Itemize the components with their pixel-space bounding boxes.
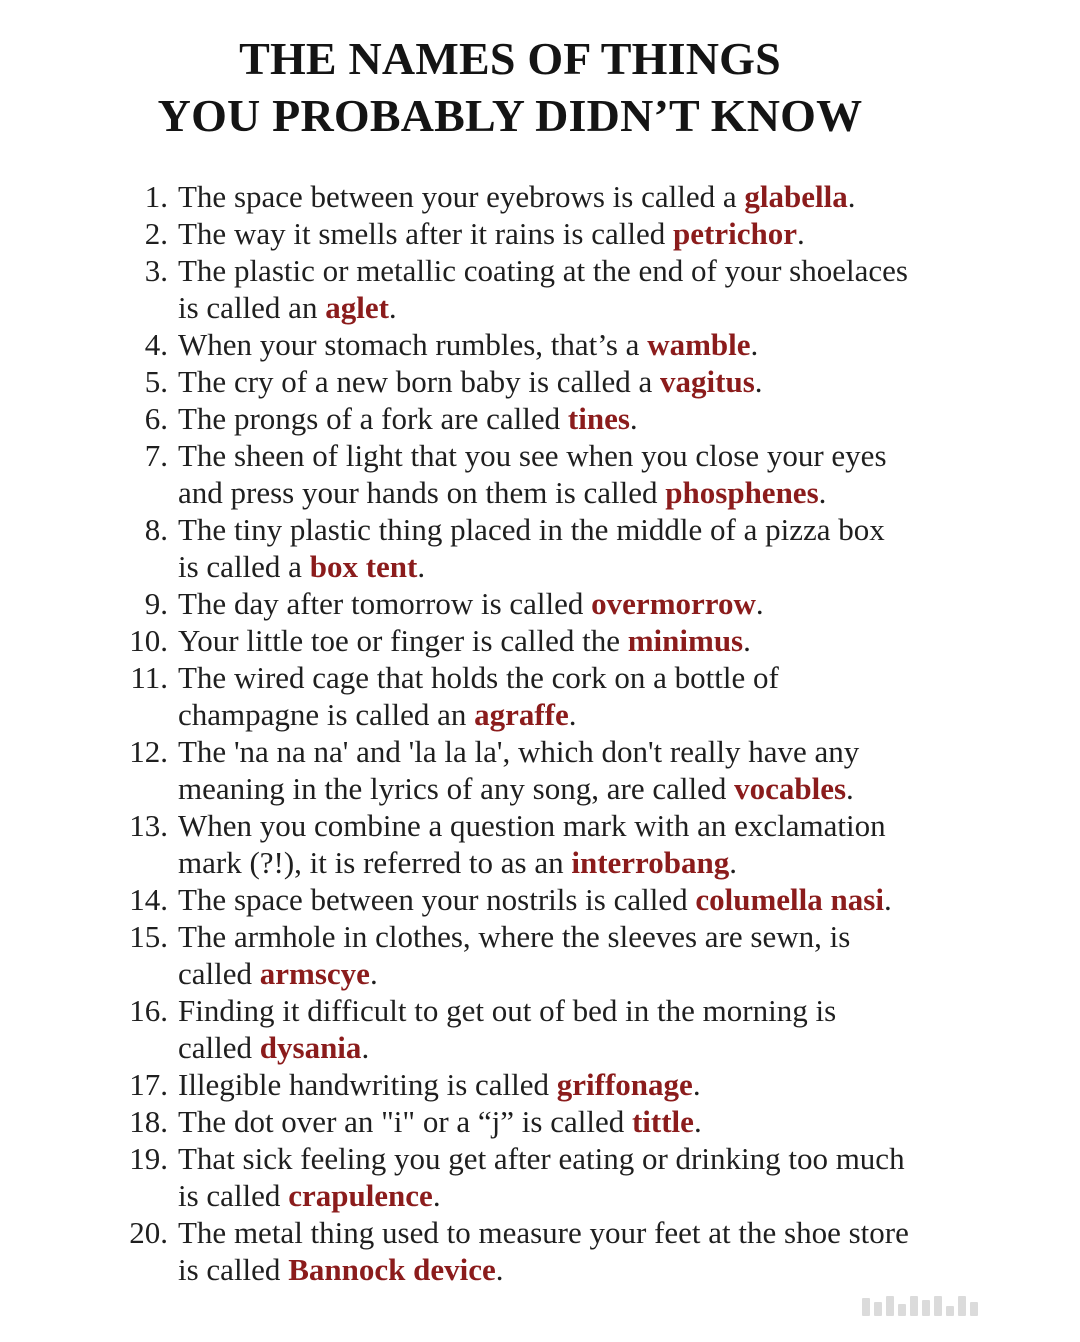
list-item — [0, 326, 1000, 363]
item-text-segment: The plastic or metallic coating at the end of your shoelaces — [178, 253, 908, 288]
item-line — [178, 844, 968, 881]
item-text — [178, 622, 968, 659]
item-text-segment: . — [755, 586, 764, 621]
item-text-segment: is called — [178, 1178, 289, 1213]
item-number: 13. — [129, 808, 168, 843]
item-text-segment: . — [693, 1104, 702, 1139]
list-item — [0, 1214, 1000, 1288]
item-text — [178, 881, 968, 918]
list-item — [0, 733, 1000, 807]
item-line — [178, 1029, 968, 1066]
term-word: aglet — [325, 290, 389, 325]
item-text-segment: The tiny plastic thing placed in the middle of a pizza box — [178, 512, 885, 547]
item-text-segment: The space between your nostrils is called — [178, 882, 696, 917]
item-text — [178, 400, 968, 437]
item-line — [178, 548, 968, 585]
item-number: 20. — [129, 1215, 168, 1250]
item-text-segment: The cry of a new born baby is called a — [178, 364, 661, 399]
item-number: 10. — [129, 623, 168, 658]
term-word: box tent — [309, 549, 418, 584]
term-word: interrobang — [571, 845, 730, 880]
item-text-segment: . — [754, 364, 763, 399]
item-text-segment: . — [729, 845, 737, 880]
term-word: glabella — [744, 179, 848, 214]
item-line — [178, 1177, 968, 1214]
item-text-segment: The 'na na na' and 'la la la', which don't really have any — [178, 734, 860, 769]
item-text — [178, 437, 968, 511]
item-line — [178, 955, 968, 992]
page-title — [0, 30, 1020, 144]
names-list — [0, 178, 1000, 1288]
term-word: phosphenes — [665, 475, 819, 510]
item-text-segment: That sick feeling you get after eating or drinking too much — [178, 1141, 905, 1176]
item-text — [178, 511, 968, 585]
term-word: tittle — [631, 1104, 694, 1139]
term-word: Bannock device — [288, 1252, 496, 1287]
item-text-segment: . — [417, 549, 426, 584]
item-text-segment: is called — [178, 1252, 289, 1287]
list-item — [0, 437, 1000, 511]
term-word: columella nasi — [695, 882, 884, 917]
item-line — [178, 918, 968, 955]
item-line — [178, 1214, 968, 1251]
item-text-segment: The space between your eyebrows is called a — [178, 179, 745, 214]
item-number: 15. — [129, 919, 168, 954]
item-text — [178, 992, 968, 1066]
item-line — [178, 733, 968, 770]
item-number: 9. — [144, 586, 168, 621]
item-line — [178, 178, 968, 215]
item-text-segment: . — [692, 1067, 701, 1102]
item-text-segment: . — [883, 882, 892, 917]
item-text — [178, 659, 968, 733]
item-text — [178, 733, 968, 807]
item-number: 5. — [144, 364, 168, 399]
item-text-segment: . — [818, 475, 827, 510]
item-line — [178, 881, 968, 918]
item-number: 18. — [129, 1104, 168, 1139]
list-item — [0, 881, 1000, 918]
item-text-segment: . — [847, 179, 856, 214]
item-line — [178, 622, 968, 659]
item-line — [178, 1251, 968, 1288]
item-text-segment: The prongs of a fork are called — [178, 401, 568, 436]
item-line — [178, 511, 968, 548]
item-text-segment: . — [495, 1252, 504, 1287]
item-text-segment: The way it smells after it rains is called — [178, 216, 673, 251]
item-text — [178, 807, 968, 881]
item-text-segment: When you combine a question mark with an exclamation — [178, 808, 886, 843]
item-text-segment: . — [750, 327, 759, 362]
item-line — [178, 1140, 968, 1177]
list-item — [0, 659, 1000, 733]
item-text — [178, 1214, 968, 1288]
item-text-segment: . — [432, 1178, 441, 1213]
item-text-segment: and press your hands on them is called — [178, 475, 666, 510]
list-item — [0, 511, 1000, 585]
item-text-segment: champagne is called an — [178, 697, 475, 732]
item-line — [178, 252, 968, 289]
item-number: 2. — [144, 216, 168, 251]
item-text-segment: Finding it difficult to get out of bed in the morning is — [178, 993, 837, 1028]
term-word: armscye — [259, 956, 370, 991]
item-text — [178, 215, 968, 252]
item-number: 1. — [144, 179, 168, 214]
item-number: 14. — [129, 882, 168, 917]
item-line — [178, 1066, 968, 1103]
item-text-segment: mark (?!), it is referred to as an — [178, 845, 572, 880]
item-number: 19. — [129, 1141, 168, 1176]
item-line — [178, 770, 968, 807]
list-item — [0, 178, 1000, 215]
item-line — [178, 1103, 968, 1140]
item-text-segment: The sheen of light that you see when you close your eyes — [178, 438, 887, 473]
title-line-2: YOU PROBABLY DIDN’T KNOW — [157, 90, 863, 141]
term-word: wamble — [647, 327, 751, 362]
list-item — [0, 918, 1000, 992]
list-item — [0, 992, 1000, 1066]
term-word: griffonage — [556, 1067, 693, 1102]
item-text — [178, 1066, 968, 1103]
term-word: vagitus — [660, 364, 755, 399]
item-text-segment: . — [743, 623, 751, 658]
item-text-segment: Your little toe or finger is called the — [178, 623, 628, 658]
item-line — [178, 437, 968, 474]
list-item — [0, 400, 1000, 437]
list-item — [0, 1066, 1000, 1103]
list-item — [0, 622, 1000, 659]
item-line — [178, 289, 968, 326]
item-text-segment: Illegible handwriting is called — [178, 1067, 557, 1102]
term-word: crapulence — [288, 1178, 433, 1213]
item-text-segment: The wired cage that holds the cork on a bottle of — [178, 660, 779, 695]
list-item — [0, 215, 1000, 252]
item-line — [178, 326, 968, 363]
list-item — [0, 252, 1000, 326]
item-text — [178, 178, 968, 215]
term-word: dysania — [259, 1030, 362, 1065]
list-item — [0, 585, 1000, 622]
item-text-segment: called — [178, 1030, 260, 1065]
item-text-segment: is called a — [178, 549, 310, 584]
term-word: vocables — [734, 771, 847, 806]
watermark-mark — [862, 1296, 1052, 1316]
list-item — [0, 1103, 1000, 1140]
list-item — [0, 807, 1000, 881]
item-number: 16. — [129, 993, 168, 1028]
item-text-segment: called — [178, 956, 260, 991]
item-line — [178, 807, 968, 844]
item-line — [178, 585, 968, 622]
item-line — [178, 992, 968, 1029]
item-line — [178, 400, 968, 437]
title-line-1: THE NAMES OF THINGS — [239, 33, 781, 84]
item-text-segment: The armhole in clothes, where the sleeves are sewn, is — [178, 919, 851, 954]
item-number: 11. — [130, 660, 168, 695]
item-line — [178, 363, 968, 400]
list-item — [0, 363, 1000, 400]
item-line — [178, 215, 968, 252]
item-text-segment: The metal thing used to measure your feet at the shoe store — [178, 1215, 909, 1250]
item-text-segment: meaning in the lyrics of any song, are called — [178, 771, 735, 806]
item-text-segment: . — [846, 771, 854, 806]
item-number: 4. — [144, 327, 168, 362]
term-word: overmorrow — [591, 586, 756, 621]
item-text-segment: . — [796, 216, 805, 251]
item-line — [178, 696, 968, 733]
item-text — [178, 252, 968, 326]
item-text — [178, 1103, 968, 1140]
item-text-segment: . — [568, 697, 577, 732]
term-word: petrichor — [673, 216, 797, 251]
item-number: 3. — [144, 253, 168, 288]
item-text — [178, 363, 968, 400]
item-text-segment: The day after tomorrow is called — [178, 586, 592, 621]
item-text-segment: When your stomach rumbles, that’s a — [178, 327, 648, 362]
term-word: minimus — [627, 623, 744, 658]
item-line — [178, 659, 968, 696]
item-text — [178, 918, 968, 992]
item-number: 6. — [144, 401, 168, 436]
item-number: 17. — [129, 1067, 168, 1102]
item-text-segment: is called an — [178, 290, 326, 325]
item-text — [178, 1140, 968, 1214]
term-word: agraffe — [474, 697, 569, 732]
list-item — [0, 1140, 1000, 1214]
item-number: 7. — [144, 438, 168, 473]
item-text-segment: . — [369, 956, 378, 991]
item-number: 8. — [144, 512, 168, 547]
term-word: tines — [567, 401, 630, 436]
item-text-segment: . — [361, 1030, 370, 1065]
item-text — [178, 326, 968, 363]
item-text — [178, 585, 968, 622]
item-text-segment: The dot over an "i" or a “j” is called — [178, 1104, 632, 1139]
item-number: 12. — [129, 734, 168, 769]
item-line — [178, 474, 968, 511]
item-text-segment: . — [629, 401, 638, 436]
item-text-segment: . — [388, 290, 397, 325]
